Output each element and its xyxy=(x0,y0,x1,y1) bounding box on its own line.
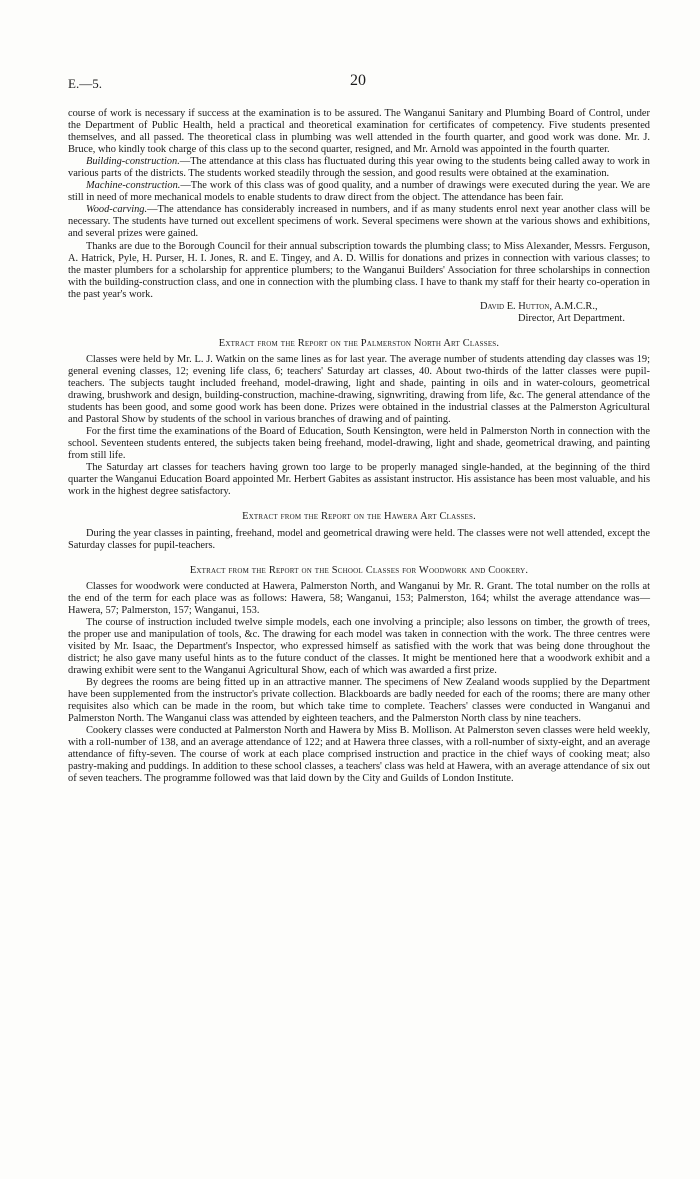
report-reference: E.—5. xyxy=(68,76,102,91)
paragraph-lead: Machine-construction. xyxy=(86,180,181,192)
paragraph-lead: Wood-carving. xyxy=(86,204,148,216)
paragraph-text: —The work of this class was of good quality, and a number of drawings were executed during the year. We are still in need of more mechanical models to enable students to draw direct from the object. The attendance has been fair. xyxy=(68,180,650,204)
thanks-paragraph: Thanks are due to the Borough Council for their annual subscription towards the plumbing class; to Miss Alexander, Messrs. Ferguson, A. Hatrick, Pyle, H. Purser, H. I. Jones, R. and E. Tingey, and A. D. Willis for donations and prizes in connection with various classes; to the master plumbers for a scholarship for apprentice plumbers; to the Wanganui Builders' Association for three scholarships in connection with the building-construction class, and one in connection with the plumbing class. I have to thank my staff for their hearty co-operation in the past year's work. xyxy=(68,240,650,300)
palmerston-north-section xyxy=(68,338,650,499)
paragraph-text: —The attendance at this class has fluctuated during this year owing to the students being called away to work in various parts of the districts. The students worked steadily through the session, and good results were obtained at the examination. xyxy=(68,156,650,180)
section-heading: Extract from the Report on the School Classes for Woodwork and Cookery. xyxy=(189,564,529,576)
signature-title: Director, Art Department. xyxy=(518,312,625,324)
machine-construction-paragraph xyxy=(68,180,650,204)
paragraph: Cookery classes were conducted at Palmerston North and Hawera by Miss B. Mollison. At Palmerston seven classes were held weekly, with a roll-number of 138, and an average attendance of 122; and at Hawera three classes, with a roll-number of sixty-eight, and an average attendance of fifty-seven. The course of work at each place comprised instruction and practice in the chief ways of cooking meat; also pastry-making and puddings. In addition to these school classes, a teachers' class was held at Hawera, with an average attendance of six out of seven teachers. The programme followed was that laid down by the City and Guilds of London Institute. xyxy=(68,725,650,785)
paragraph: The course of instruction included twelve simple models, each one involving a principle; also lessons on timber, the growth of trees, the proper use and manipulation of tools, &c. The drawing for each model was taken in connection with the work. The three centres were visited by Mr. Isaac, the Department's Inspector, who expressed himself as satisfied with the work that was being done throughout the district; he also gave many useful hints as to the future conduct of the classes. It might be mentioned here that a woodwork exhibit and a drawing exhibit were sent to the Wanganui Agricultural Show, each of which was awarded a first prize. xyxy=(68,616,650,676)
paragraph-text: —The attendance has considerably increased in numbers, and if as many students enrol next year another class will be necessary. The students have turned out excellent specimens of work. Several specimens were shown at the various shows and exhibitions, and several prizes were gained. xyxy=(68,204,650,240)
building-construction-paragraph xyxy=(68,156,650,180)
signature-block xyxy=(68,301,650,325)
wanganui-report-section xyxy=(68,108,650,325)
paragraph: Classes were held by Mr. L. J. Watkin on the same lines as for last year. The average number of students attending day classes was 19; general evening classes, 12; evening life class, 6; teachers' Saturday art classes, 40. About two-thirds of the latter classes were pupil-teachers. The subjects taught included freehand, model-drawing, light and shade, painting in oils and in water-colours, geometrical drawing, brushwork and design, building-construction, machine-drawing, signwriting, drawing from life, &c. The general attendance of the students has been good, and some good work has been done. Prizes were obtained in the industrial classes at the Palmerston Agricultural and Pastoral Show by students of the school in various branches of drawing and of painting. xyxy=(68,353,650,426)
section-heading: Extract from the Report on the Hawera Art Classes. xyxy=(242,511,476,523)
hawera-section xyxy=(68,511,650,551)
wood-carving-paragraph xyxy=(68,204,650,240)
paragraph: The Saturday art classes for teachers having grown too large to be properly managed single-handed, at the beginning of the third quarter the Wanganui Education Board appointed Mr. Herbert Gabites as assistant instructor. His assistance has been most valuable, and his work in the highest degree satisfactory. xyxy=(68,462,650,498)
paragraph: During the year classes in painting, freehand, model and geometrical drawing were held. The classes were not well attended, except the Saturday classes for pupil-teachers. xyxy=(68,527,650,551)
page-number: 20 xyxy=(350,72,366,89)
plumbing-paragraph: course of work is necessary if success at the examination is to be assured. The Wanganui Sanitary and Plumbing Board of Control, under the Department of Public Health, held a practical and theoretical examination for certificates of competency. Five students presented themselves, and all passed. The theoretical class in plumbing was well attended in the fourth quarter, and good work was done. Mr. J. Bruce, who kindly took charge of this class up to the second quarter, resigned, and Mr. Arnold was appointed in the fourth quarter. xyxy=(68,108,650,156)
paragraph: By degrees the rooms are being fitted up in an attractive manner. The specimens of New Zealand woods supplied by the Department have been supplemented from the instructor's private collection. Blackboards are badly needed for each of the rooms; there are many other requisites also which can be made in the room, but which take time to complete. Teachers' classes were conducted in Wanganui and Palmerston North. The Wanganui class was attended by eighteen teachers, and the Palmerston North class by nine teachers. xyxy=(68,677,650,725)
paragraph: Classes for woodwork were conducted at Hawera, Palmerston North, and Wanganui by Mr. R. Grant. The total number on the rolls at the end of the term for each place was as follows: Hawera, 58; Wanganui, 153; Palmerston, 164; whilst the average attendance was—Hawera, 57; Palmerston, 157; Wanganui, 153. xyxy=(68,580,650,616)
paragraph: For the first time the examinations of the Board of Education, South Kensington, were held in Palmerston North in connection with the school. Seventeen students entered, the subjects taken being freehand, model-drawing, light and shade, geometrical drawing, and painting from still life. xyxy=(68,426,650,462)
signature-name: David E. Hutton, A.M.C.R., xyxy=(480,300,598,312)
document-body xyxy=(68,108,650,785)
woodwork-cookery-section xyxy=(68,565,650,786)
paragraph-lead: Building-construction. xyxy=(86,156,180,168)
section-heading: Extract from the Report on the Palmerston North Art Classes. xyxy=(218,337,500,349)
page-header xyxy=(68,72,648,94)
